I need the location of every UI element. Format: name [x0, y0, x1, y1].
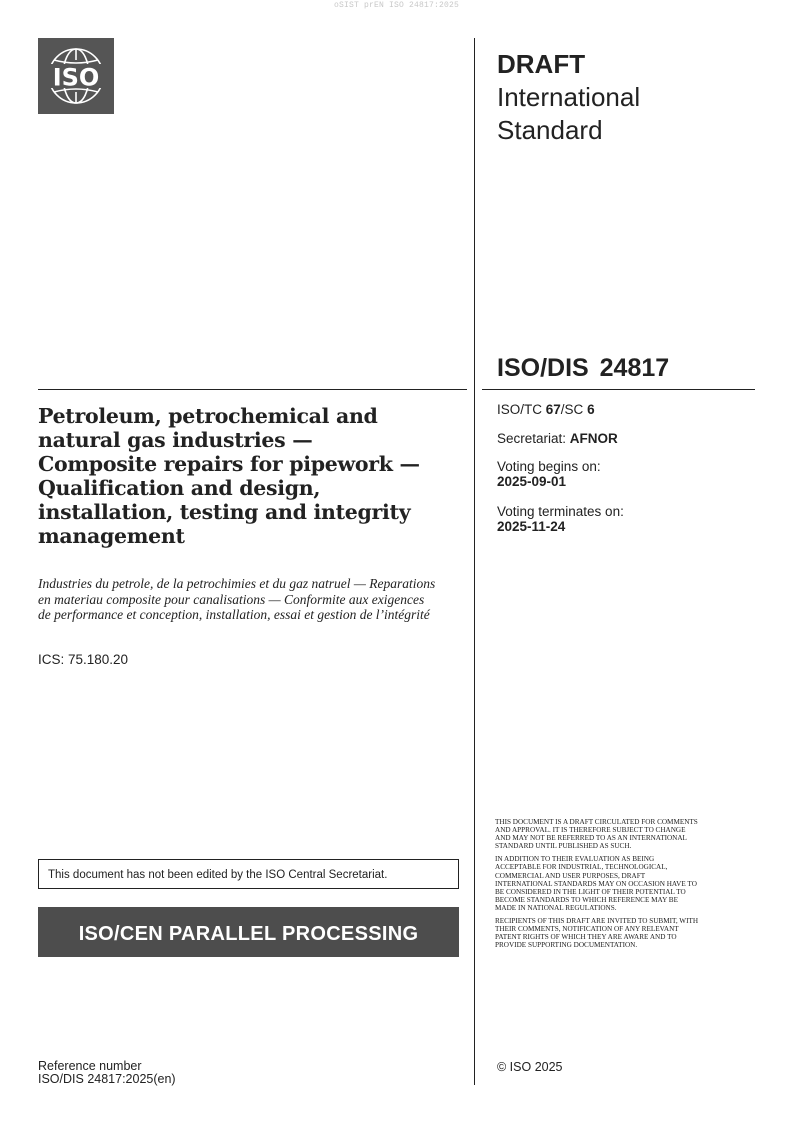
committee — [497, 402, 595, 417]
committee-prefix: ISO/TC — [497, 402, 546, 417]
watermark: oSIST prEN ISO 24817:2025 — [333, 1, 460, 10]
vertical-divider — [474, 38, 475, 1085]
header-international: International — [497, 82, 641, 112]
draft-disclaimer — [495, 818, 700, 954]
horizontal-divider-right — [482, 389, 755, 390]
document-type-header — [497, 48, 640, 147]
secretariat — [497, 431, 618, 446]
reference-value: ISO/DIS 24817:2025(en) — [38, 1072, 176, 1086]
committee-sc: 6 — [587, 402, 595, 417]
parallel-processing-banner: ISO/CEN PARALLEL PROCESSING — [38, 907, 459, 957]
voting-terminates — [497, 504, 624, 534]
document-title: Petroleum, petrochemical and natural gas industries — Composite repairs for pipework — Qualification and design, installation, testing and integrity management — [38, 404, 420, 548]
disclaimer-paragraph: IN ADDITION TO THEIR EVALUATION AS BEING ACCEPTABLE FOR INDUSTRIAL, TECHNOLOGICAL, COMMERCIAL AND USER PURPOSES, DRAFT INTERNATIONAL STANDARDS MAY ON OCCASION HAVE TO BE CONSIDERED IN THE LIGHT OF THEIR POTENTIAL TO BECOME STANDARDS TO WHICH REFERENCE MAY BE MADE IN NATIONAL REGULATIONS. — [495, 855, 697, 912]
committee-tc: 67 — [545, 402, 561, 417]
iso-globe-logo-icon — [38, 38, 114, 114]
copyright: © ISO 2025 — [497, 1060, 563, 1074]
document-title-french: Industries du petrole, de la petrochimies et du gaz natruel — Reparations en materiau composite pour canalisations — Conformite aux exigences de performance et conception, installation, essai et gestion de l’intégrité — [38, 576, 436, 622]
reference-label: Reference number — [38, 1059, 142, 1073]
header-draft: DRAFT — [497, 49, 586, 79]
committee-sep: /SC — [560, 402, 588, 417]
secretariat-value: AFNOR — [569, 431, 618, 446]
horizontal-divider-left — [38, 389, 467, 390]
voting-terminates-label: Voting terminates on: — [497, 504, 624, 519]
voting-begins-date: 2025-09-01 — [497, 474, 567, 489]
voting-begins — [497, 459, 601, 489]
disclaimer-paragraph: THIS DOCUMENT IS A DRAFT CIRCULATED FOR COMMENTS AND APPROVAL. IT IS THEREFORE SUBJECT TO CHANGE AND MAY NOT BE REFERRED TO AS AN INTERNATIONAL STANDARD UNTIL PUBLISHED AS SUCH. — [495, 818, 698, 851]
secretariat-label: Secretariat: — [497, 431, 570, 446]
voting-terminates-date: 2025-11-24 — [497, 519, 566, 534]
disclaimer-paragraph: RECIPIENTS OF THIS DRAFT ARE INVITED TO SUBMIT, WITH THEIR COMMENTS, NOTIFICATION OF ANY RELEVANT PATENT RIGHTS OF WHICH THEY ARE AWARE AND TO PROVIDE SUPPORTING DOCUMENTATION. — [495, 917, 699, 950]
reference-number — [38, 1060, 176, 1086]
header-standard: Standard — [497, 115, 603, 145]
logo-text: ISO — [52, 63, 100, 92]
ics-code: ICS: 75.180.20 — [38, 652, 129, 667]
document-number: ISO/DIS 24817 — [497, 354, 670, 382]
iso-logo — [38, 38, 114, 114]
editing-notice: This document has not been edited by the ISO Central Secretariat. — [38, 859, 459, 889]
voting-begins-label: Voting begins on: — [497, 459, 601, 474]
